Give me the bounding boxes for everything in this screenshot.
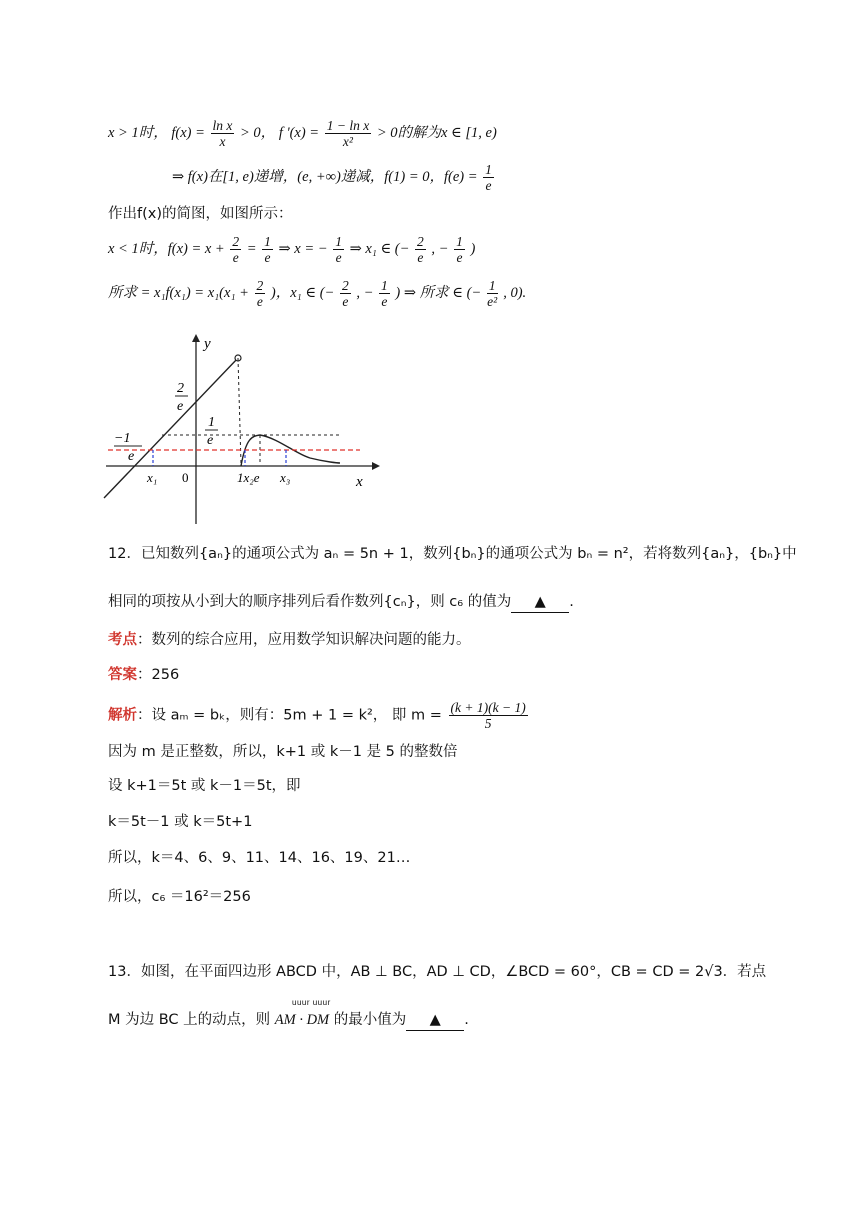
label-neg1e-num: −1 [114,431,131,446]
kaodian-text: ：数列的综合应用，应用数学知识解决问题的能力。 [137,632,471,648]
label-1-x2-e: 1x₂e [237,470,260,485]
y-axis-arrow [192,334,200,342]
q12-line-l4: 所以，k＝4、6、9、11、14、16、19、21… [108,850,411,866]
f-lhs: f(x) = [171,124,205,141]
derivative-lhs: f '(x) = [278,124,320,141]
solution-line-4: x < 1时，f(x) = x + $\frac{2}{e}$ = $\frac{1}{e}$ ⇒ x = − $\frac{1}{e}$ ⇒ x₁ ∈ (− $\frac{2}{e}$ , − $\frac{1}{e}$ ) [108,234,476,265]
label-2-den: e [177,399,184,414]
function-graph [100,330,380,530]
q12-line-l2: 设 k+1＝5t 或 k－1＝5t，即 [108,778,301,794]
q13-stem-3: 的最小值为 [333,1012,407,1028]
label-origin: 0 [182,470,189,485]
q12-line-l1: 因为 m 是正整数，所以，k+1 或 k－1 是 5 的整数倍 [108,744,458,760]
q12-jiexi [108,700,530,731]
q12-answer [108,665,179,685]
daan-label: 答案 [108,667,137,683]
fraction-one-over-e: $\frac{1}{e}$ [485,162,492,193]
condition-text: x > 1时， [108,124,168,141]
solution-line-5: 所求 = x₁f(x₁) = x₁(x₁ + $\frac{2}{e}$ )，x₁ ∈ (− $\frac{2}{e}$ , − $\frac{1}{e}$ ) ⇒ 所求 ∈ (− $\frac{1}{\text{e²}}$ , 0). [108,278,527,309]
q13-number: 13． [108,964,141,980]
daan-text: ：256 [137,667,180,683]
vector-arrow-marks: uuur uuur [292,998,331,1007]
q12-line-2: 相同的项按从小到大的顺序排列后看作数列{cₙ}，则 c₆ 的值为 ▲ . [108,592,574,613]
label-2-num: 2 [177,381,184,396]
q12-answer-blank: ▲ [511,592,569,613]
solution-line-1 [108,118,497,149]
q12-line-l5: 所以，c₆ ＝16²＝256 [108,889,251,905]
q13-dot-product: AM · DM [274,1012,330,1028]
q12-kaodian [108,630,471,650]
q13-line-1 [108,962,766,982]
label-x1: x₁ [147,470,158,485]
x-axis-label: x [356,474,363,490]
q13-stem-1: 如图，在平面四边形 ABCD 中，AB ⊥ BC，AD ⊥ CD，∠BCD = 60°，CB = CD = 2√3．若点 [140,964,767,980]
label-neg1e-den: e [128,449,135,464]
y-axis-label: y [204,336,211,352]
q13-answer-blank: ▲ [406,1010,464,1031]
q13-stem-2: M 为边 BC 上的动点，则 [108,1012,271,1028]
fraction-derivative: $\frac{\text{1 − ln x}}{\text{x²}}$ [326,118,370,149]
jiexi-text: ：设 aₘ = bₖ，则有：5m + 1 = k²， 即 m = [137,707,442,724]
dashed-vertical-at-1 [238,358,241,464]
jiexi-label: 解析 [108,707,137,724]
kaodian-label: 考点 [108,632,137,648]
gt-zero: > 0， [240,124,276,141]
label-1e-num: 1 [208,415,215,430]
x-axis-arrow [372,462,380,470]
monotonic-text: ⇒ f(x)在[1, e)递增，(e, +∞)递减，f(1) = 0，f(e) = [172,168,478,185]
q12-line-1 [108,544,797,564]
label-x3: x₃ [280,470,291,485]
solution-line-2 [172,162,496,193]
derivative-solution: > 0的解为x ∈ [1, e) [376,124,497,141]
label-1e-den: e [207,433,214,448]
q12-number: 12． [108,546,141,562]
q13-line-2: M 为边 BC 上的动点，则 AM · DM 的最小值为 ▲ . [108,1010,469,1031]
q12-line-l3: k＝5t－1 或 k＝5t+1 [108,814,253,830]
q12-stem-2: 相同的项按从小到大的顺序排列后看作数列{cₙ}，则 c₆ 的值为 [108,594,512,610]
fraction-lnx-over-x: $\frac{\text{ln x}}{x}$ [212,118,233,149]
jiexi-fraction: $\frac{(k + 1)(k - 1)}{5}$ [450,700,526,731]
q12-stem-1: 已知数列{aₙ}的通项公式为 aₙ = 5n + 1，数列{bₙ}的通项公式为 bₙ = n²，若将数列{aₙ}，{bₙ}中 [140,546,797,562]
solution-line-3: 作出f(x)的简图，如图所示： [108,206,293,222]
linear-branch [104,358,238,498]
